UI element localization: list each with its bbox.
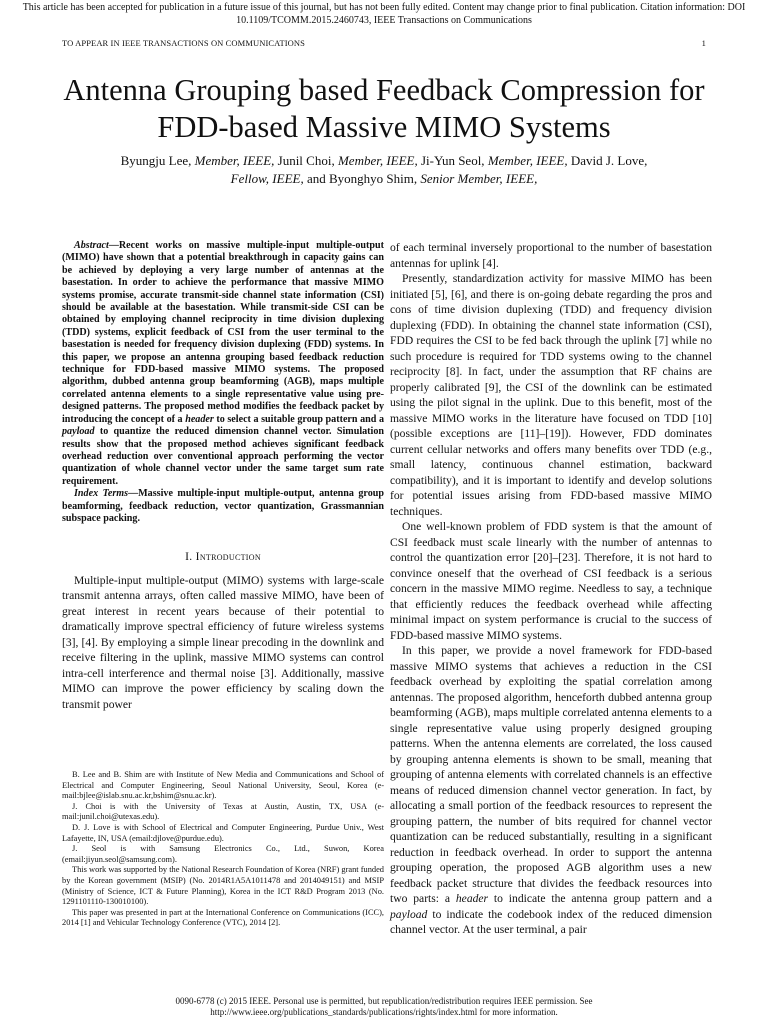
author-role: Fellow, IEEE, (230, 171, 304, 186)
author-role: Member, IEEE, (337, 153, 418, 168)
acceptance-line-1: This article has been accepted for publication in a future issue of this journal, but has not been fully edited. Content may change prior to final publication. Citation information: DOI (22, 2, 746, 13)
abstract-term-header: header (185, 413, 214, 425)
footnotes (62, 770, 384, 929)
footnote-affiliation-lee-shim: B. Lee and B. Shim are with Institute of New Media and Communications and School of Electrical and Computer Engineering, Seoul National University, Seoul, Korea (e-mail:bjlee@islab.snu.ac.kr,bshim@snu.ac.kr). (62, 770, 384, 801)
page-number: 1 (701, 38, 706, 48)
index-terms-text: —Massive multiple-input multiple-output, antenna group beamforming, feedback reduction, vector quantization, Grassmannian subspace packing. (62, 488, 384, 524)
abstract-text-c: to quantize the reduced dimension channel vector. Simulation results show that the proposed method achieves significant feedback overhead reduction over conventional approach performing the vector quantization of whole channel vector under the same target sum rate requirement. (62, 426, 384, 487)
acceptance-line-2: 10.1109/TCOMM.2015.2460743, IEEE Transactions on Communications (236, 14, 532, 26)
abstract-text-a: —Recent works on massive multiple-input multiple-output (MIMO) have shown that a potential breakthrough in capacity gains can be achieved by deploying a very large number of antennas at the basestation. In order to achieve the performance that massive MIMO systems promise, accurate transmit-side channel state information (CSI) should be available at the basestation. While transmit-side CSI can be obtained by employing channel reciprocity in time division duplexing (TDD) systems, explicit feedback of CSI from the user terminal to the basestation is needed for frequency division duplexing (FDD) systems. In this paper, we propose an antenna grouping based feedback reduction technique for FDD-based massive MIMO systems. The proposed algorithm, dubbed antenna group beamforming (AGB), maps multiple correlated antenna elements to a single representative value using pre-designed patterns. The proposed method modifies the feedback packet by introducing the concept of a (62, 240, 384, 425)
acceptance-notice (0, 2, 768, 27)
footnote-affiliation-love: D. J. Love is with School of Electrical and Computer Engineering, Purdue Univ., West Lafayette, IN, USA (email:djlove@purdue.edu). (62, 822, 384, 843)
author-name: Byonghyo Shim, (328, 171, 418, 186)
section-numeral: I. (185, 550, 193, 564)
abstract-term-payload: payload (62, 426, 95, 438)
body-paragraph: One well-known problem of FDD system is that the amount of CSI feedback must scale linearly with the number of antennas to control the quantization error [20]–[23]. Therefore, it is not hard to convince oneself that the overhead of CSI feedback is a serious concern in the massive MIMO regime. Needless to say, a technique that efficiently reduces the feedback overhead while affecting minimal impact on system performance is crucial to the success of FDD-based massive MIMO systems. (390, 520, 712, 642)
abstract-label: Abstract (74, 240, 109, 251)
section-title: Introduction (195, 550, 261, 564)
index-terms-label: Index Terms (74, 488, 129, 500)
running-head: TO APPEAR IN IEEE TRANSACTIONS ON COMMUNICATIONS (62, 38, 305, 48)
body-paragraph: Presently, standardization activity for massive MIMO has been initiated [5], [6], and there is on-going debate regarding the pros and cons of time division duplexing (TDD) and frequency division duplexing (FDD). In obtaining the channel state information (CSI), FDD requires the CSI to be fed back through the uplink [7] while no such procedure is required for TDD systems owing to the channel reciprocity [8]. In fact, under the assumption that RF chains are properly calibrated [9], the CSI of the downlink can be estimated using the pilot signal in the uplink. Due to this benefit, most of the massive MIMO works in the literature have focused on TDD [10] (possible exceptions are [11]–[19]). However, FDD dominates current cellular networks and offers many benefits over TDD (e.g., small latency, continuous channel estimation, backward compatibility), and it is important to identify and develop solutions for potential issues arising from FDD-based massive MIMO techniques. (390, 272, 712, 518)
footnote-presentation: This paper was presented in part at the International Conference on Communications (ICC), 2014 [1] and Vehicular Technology Conference (VTC), 2014 [2]. (62, 907, 384, 928)
title-line-1: Antenna Grouping based Feedback Compression for (63, 73, 705, 107)
author-list (100, 152, 668, 188)
term-header: header (455, 892, 489, 905)
footnote-affiliation-seol: J. Seol is with Samsung Electronics Co., Ltd., Suwon, Korea (email:jiyun.seol@samsung.com). (62, 844, 384, 864)
author-role: Member, IEEE, (194, 153, 275, 168)
left-column (62, 240, 384, 712)
intro-paragraph: Multiple-input multiple-output (MIMO) systems with large-scale transmit antenna arrays, often called massive MIMO, have been of great interest in recent years because of their potential to dramatically improve spectral efficiency of future wireless systems [3], [4]. By employing a simple linear precoding in the downlink and receive filtering in the uplink, massive MIMO systems can control intra-cell interference and thermal noise [3]. Additionally, massive MIMO can improve the power efficiency by scaling down the transmit power (62, 573, 384, 711)
author-name: Byungju Lee, (120, 153, 192, 168)
author-role: Member, IEEE, (487, 153, 568, 168)
author-role: Senior Member, IEEE, (420, 171, 538, 186)
title-line-2: FDD-based Massive MIMO Systems (157, 110, 611, 144)
copyright-line-1: 0090-6778 (c) 2015 IEEE. Personal use is permitted, but republication/redistribution requires IEEE permission. See (175, 996, 593, 1006)
author-name: Junil Choi, (277, 153, 335, 168)
body-paragraph: of each terminal inversely proportional to the number of basestation antennas for uplink [4]. (390, 241, 712, 270)
abstract-text-b: to select a suitable group pattern and a (213, 413, 384, 425)
term-payload: payload (390, 907, 428, 921)
section-heading-introduction (62, 549, 384, 565)
index-terms (62, 488, 384, 525)
author-join: and (306, 171, 326, 186)
author-name: Ji-Yun Seol, (421, 153, 485, 168)
body-paragraph (390, 643, 712, 938)
copyright-line-2: http://www.ieee.org/publications_standards/publications/rights/index.html for more information. (210, 1007, 558, 1017)
footnote-funding: This work was supported by the National Research Foundation of Korea (NRF) grant funded by the Korean government (MSIP) (No. 2014R1A5A1011478 and 2014049151) and MSIP (Ministry of Science, ICT & Future Planning), Korea in the ICT R&D Program 2013 (No. 1291101110-130010100). (62, 865, 384, 907)
footnote-affiliation-choi: J. Choi is with the University of Texas at Austin, Austin, TX, USA (e-mail:junil.choi@utexas.edu). (62, 801, 384, 822)
abstract (62, 240, 384, 488)
copyright-notice (0, 996, 768, 1018)
body-text: In this paper, we provide a novel framework for FDD-based massive MIMO systems that achieves a reduction in the CSI feedback overhead by exploiting the spatial correlation among antennas. The proposed algorithm, henceforth dubbed antenna group beamforming (AGB), maps multiple correlated antenna elements to a single representative value using properly designed grouping patterns. When the antenna elements are correlated, the loss caused by grouping antenna elements is shown to be small, meaning that grouping of antenna elements with correlated channels is an effective means of reduced dimension channel vector generation. In fact, by allocating a small portion of the feedback resources to represent the grouping pattern, the number of bits required for channel vector quantization can be reduced substantially, resulting in a significant reduction in feedback overhead. In order to support the antenna grouping operation, the proposed AGB algorithm uses a new feedback packet structure that divides the feedback resources into two parts: a (390, 644, 712, 905)
paper-title (40, 72, 728, 146)
body-text: to indicate the antenna group pattern and a (488, 892, 712, 905)
right-column (390, 240, 712, 938)
body-text: to indicate the codebook index of the reduced dimension channel vector. At the user terminal, a pair (390, 907, 712, 936)
author-name: David J. Love, (570, 153, 648, 168)
